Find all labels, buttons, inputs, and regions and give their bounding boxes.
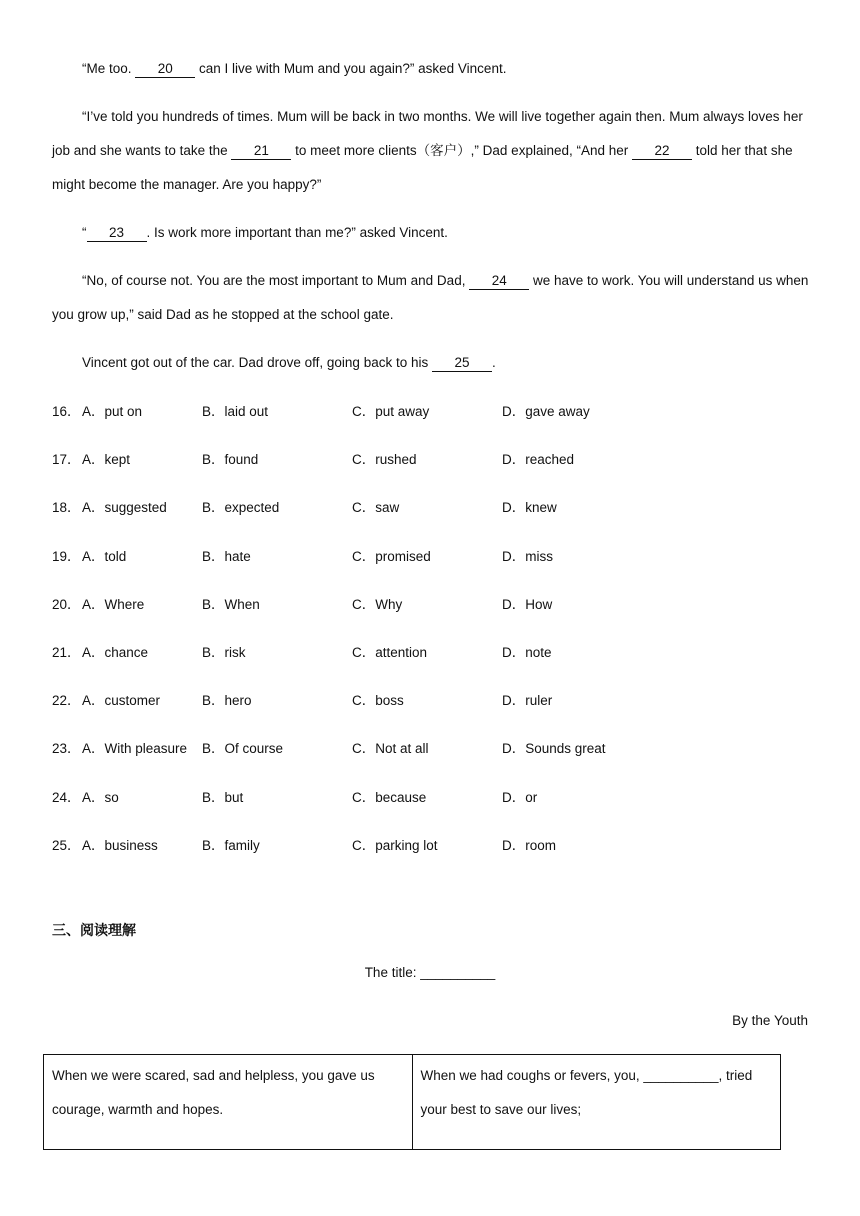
option-b: B．hero [202, 693, 252, 709]
option-b: B．family [202, 837, 260, 853]
question-number: 19． [52, 548, 81, 564]
option-d: D．ruler [502, 693, 553, 709]
question-number: 22． [52, 693, 81, 709]
option-a: A．business [82, 837, 158, 853]
option-b: B．Of course [202, 741, 284, 757]
question-row [52, 402, 812, 422]
question-row [52, 788, 812, 808]
answer-blank: 21 [231, 143, 291, 160]
option-d: D．Sounds great [502, 741, 606, 757]
question-row [52, 595, 812, 615]
question-number: 20． [52, 596, 81, 612]
reading-title: The title: __________ [364, 965, 496, 980]
answer-blank: 20 [135, 61, 195, 78]
question-number: 25． [52, 837, 81, 853]
option-c: C．parking lot [352, 837, 438, 853]
option-b: B．When [202, 596, 260, 612]
option-c: C．attention [352, 645, 428, 660]
passage-text: to meet more clients（客户）,” Dad explained, “And her [291, 143, 633, 158]
question-row [52, 691, 812, 711]
option-a: A．so [82, 789, 119, 805]
option-c: C．saw [352, 500, 400, 516]
question-row [52, 643, 812, 663]
section-title: 三、阅读理解 [52, 922, 136, 938]
option-c: C．because [352, 789, 427, 805]
reading-cell-left: When we were scared, sad and helpless, you gave us courage, warmth and hopes. [44, 1055, 413, 1150]
passage-text: told her that she might become the manager. Are you happy?” [52, 143, 793, 192]
option-b: B．expected [202, 500, 280, 516]
option-a: A．With pleasure [82, 741, 188, 757]
question-number: 24． [52, 789, 81, 805]
option-c: C．rushed [352, 452, 417, 468]
option-d: D．note [502, 645, 552, 660]
passage-text: can I live with Mum and you again?” asked Vincent. [195, 61, 507, 76]
option-a: A．customer [82, 693, 161, 709]
reading-table [43, 1054, 781, 1150]
question-number: 17． [52, 452, 81, 468]
option-a: A．chance [82, 645, 149, 660]
question-row [52, 836, 812, 856]
option-d: D．knew [502, 500, 557, 516]
option-b: B．risk [202, 645, 246, 660]
passage-paragraph [52, 100, 812, 202]
option-a: A．kept [82, 452, 131, 468]
reading-byline: By the Youth [732, 1013, 808, 1028]
answer-blank: 22 [632, 143, 692, 160]
option-d: D．room [502, 837, 557, 853]
passage-text: “I’ve told you hundreds of times. Mum will be back in two months. We will live together again then. Mum always loves her job and she wants to take the [52, 109, 803, 158]
option-d: D．or [502, 789, 538, 805]
option-b: B．laid out [202, 404, 269, 419]
option-a: A．Where [82, 596, 145, 612]
option-a: A．put on [82, 404, 143, 419]
option-d: D．miss [502, 548, 553, 564]
question-number: 23． [52, 741, 81, 757]
passage-text: . [491, 355, 496, 370]
option-c: C．boss [352, 693, 404, 709]
option-d: D．reached [502, 452, 575, 468]
answer-blank: 24 [469, 273, 529, 290]
option-c: C．Not at all [352, 741, 429, 757]
passage-text: “No, of course not. You are the most important to Mum and Dad, [82, 273, 470, 288]
answer-blank: 23 [87, 225, 147, 242]
passage-text: we have to work. You will understand us when you grow up,” said Dad as he stopped at the school gate. [52, 273, 809, 322]
question-row [52, 739, 812, 759]
question-number: 18． [52, 500, 81, 516]
question-row [52, 547, 812, 567]
passage-paragraph [52, 52, 812, 86]
option-a: A．suggested [82, 500, 167, 516]
option-d: D．gave away [502, 404, 590, 419]
option-a: A．told [82, 548, 127, 564]
option-c: C．promised [352, 548, 431, 564]
passage-text: “ [82, 225, 87, 240]
passage-paragraph [52, 346, 812, 380]
passage-paragraph [52, 264, 812, 332]
answer-blank: 25 [432, 355, 492, 372]
reading-cell-right: When we had coughs or fevers, you, __________, tried your best to save our lives; [412, 1055, 781, 1150]
option-b: B．found [202, 452, 259, 468]
question-number: 16． [52, 404, 81, 419]
option-b: B．but [202, 789, 244, 805]
option-c: C．Why [352, 596, 403, 612]
question-row [52, 498, 812, 518]
option-b: B．hate [202, 548, 251, 564]
passage-text: “Me too. [82, 61, 136, 76]
passage-text: Vincent got out of the car. Dad drove off, going back to his [82, 355, 432, 370]
passage-paragraph [52, 216, 812, 250]
question-row [52, 450, 812, 470]
option-c: C．put away [352, 404, 430, 419]
option-d: D．How [502, 596, 553, 612]
question-number: 21． [52, 645, 81, 660]
passage-text: . Is work more important than me?” asked Vincent. [146, 225, 448, 240]
